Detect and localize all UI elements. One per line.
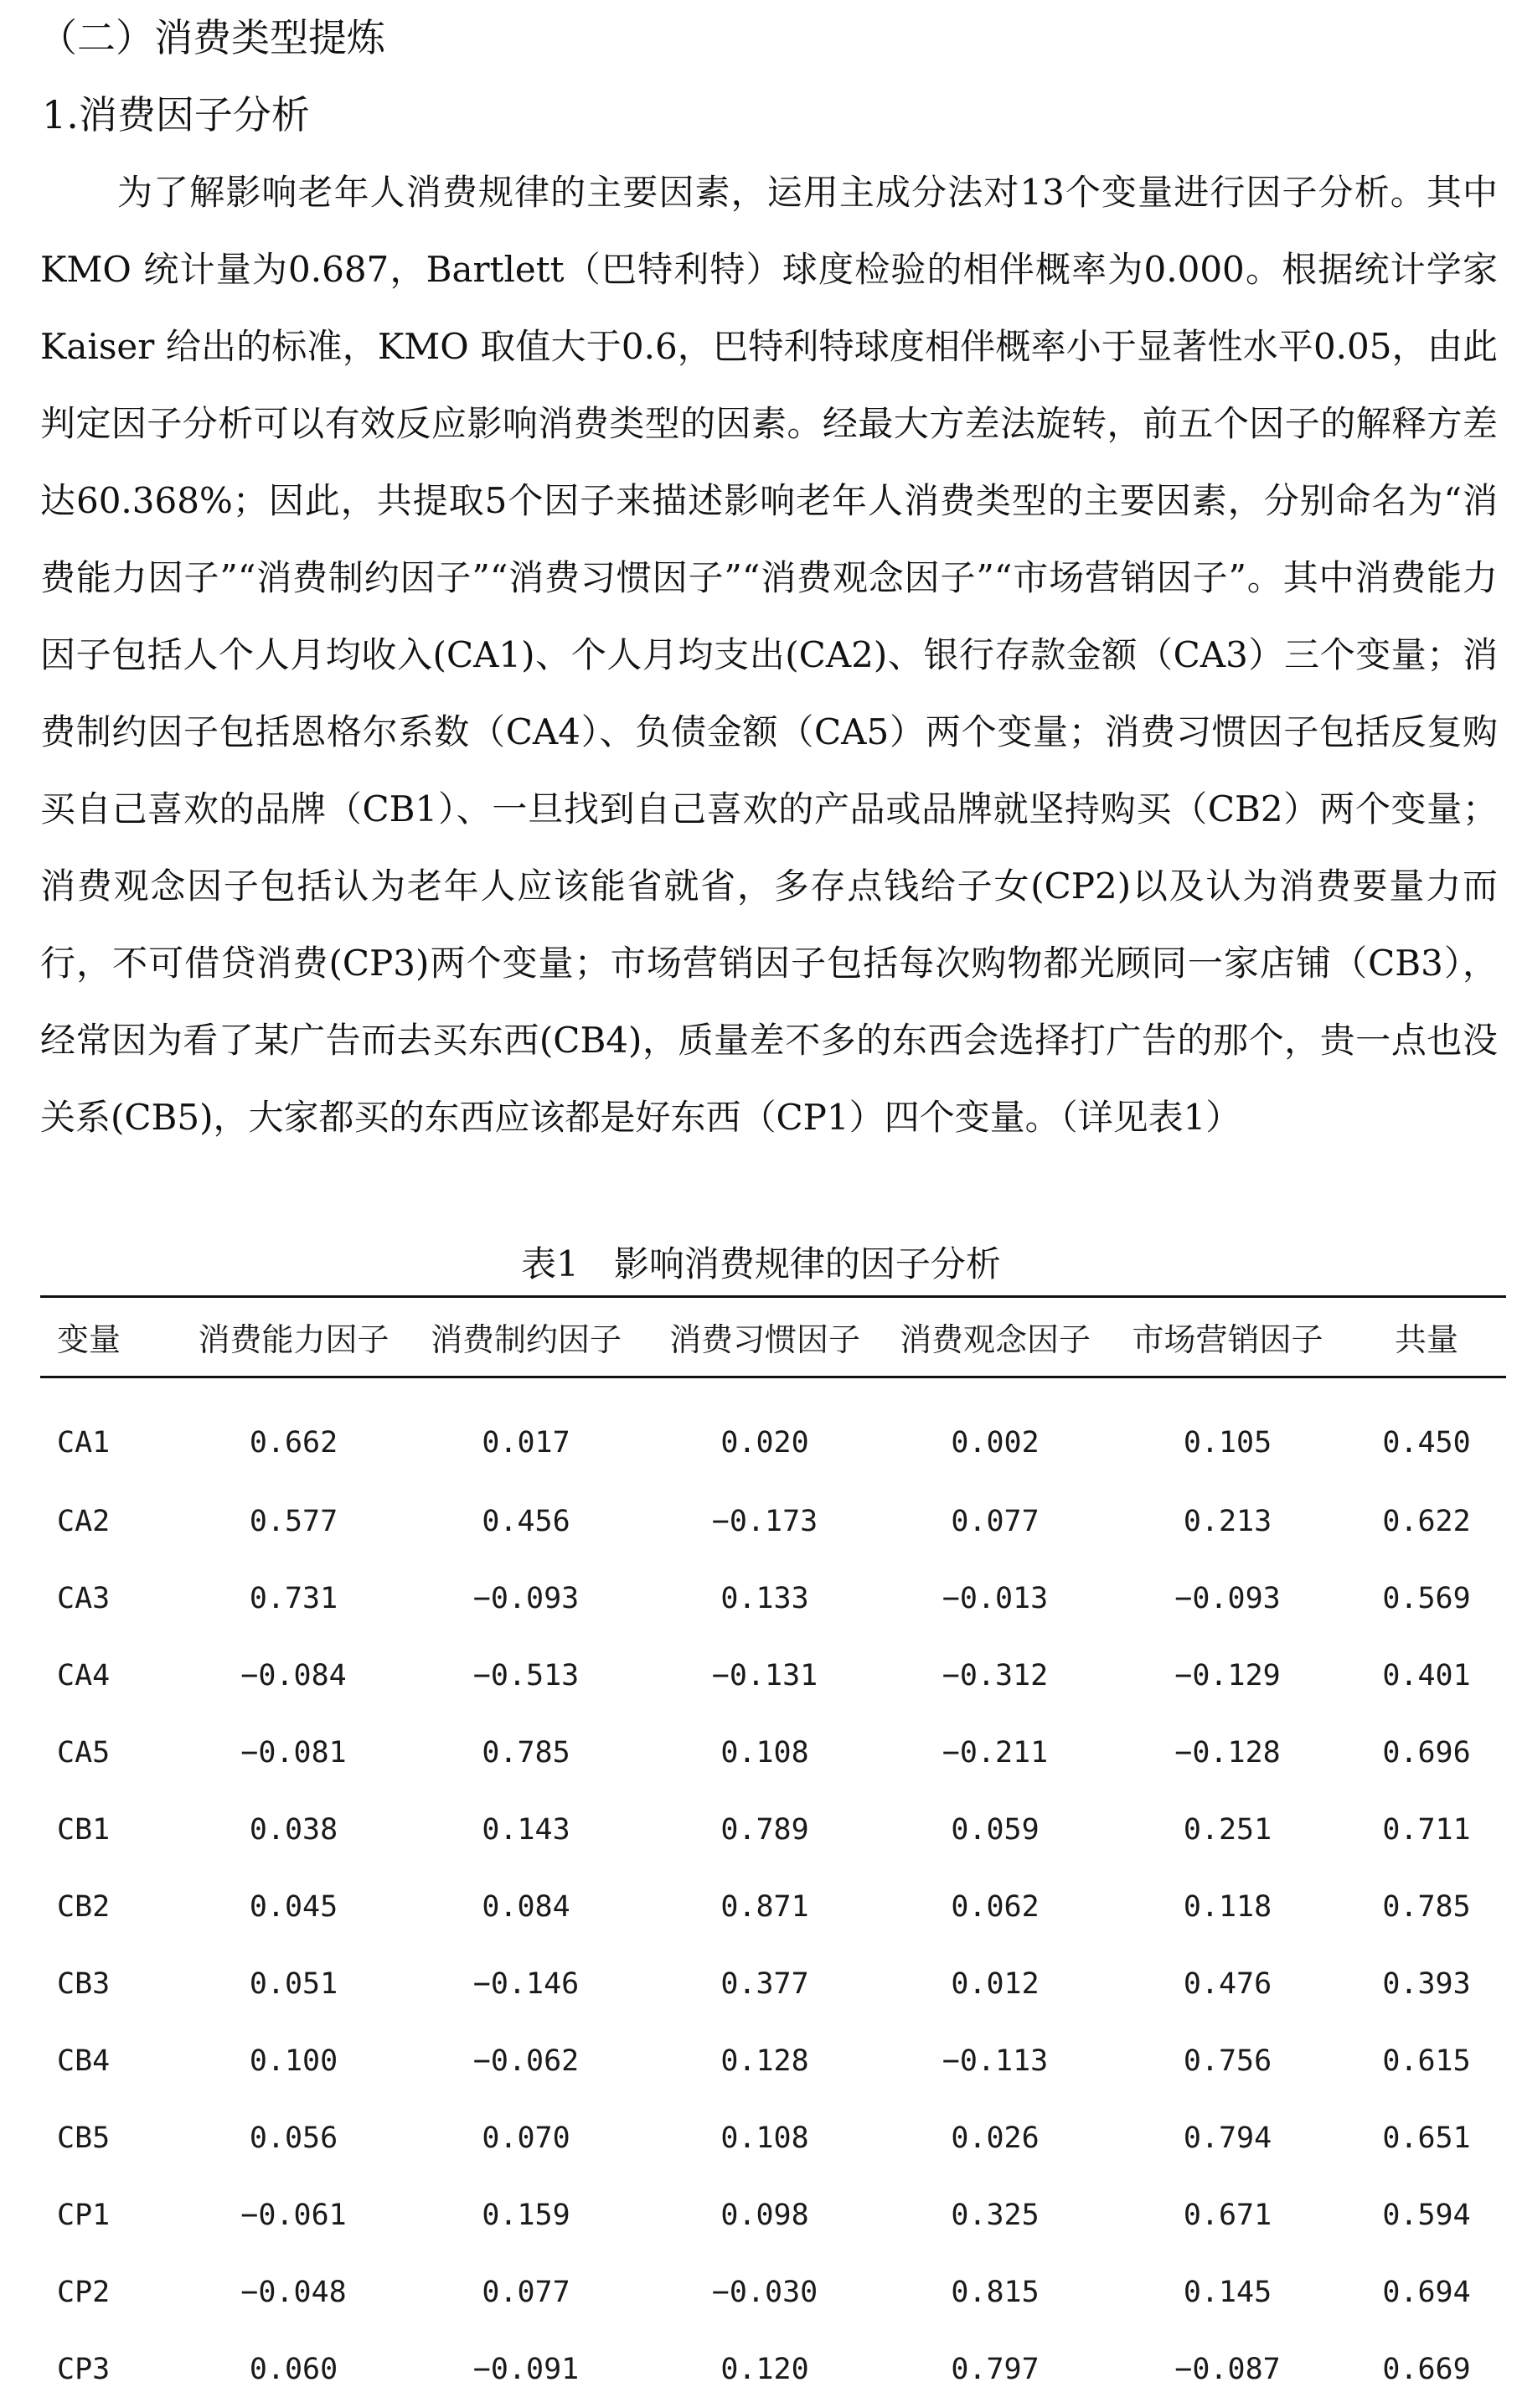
cell-factor-2: −0.513 bbox=[472, 1658, 580, 1692]
cell-factor-4: −0.113 bbox=[942, 2044, 1049, 2078]
cell-factor-2: 0.077 bbox=[482, 2275, 570, 2309]
header-factor-4: 消费观念因子 bbox=[882, 1297, 1108, 1377]
cell-factor-3: −0.131 bbox=[711, 1658, 818, 1692]
cell-factor-3: 0.377 bbox=[720, 1966, 809, 2001]
table-row bbox=[40, 1377, 1506, 1483]
cell-factor-2: −0.093 bbox=[472, 1581, 580, 1615]
cell-communality: 0.569 bbox=[1382, 1581, 1471, 1615]
header-factor-2: 消费制约因子 bbox=[405, 1297, 647, 1377]
table-row bbox=[40, 1560, 1506, 1637]
cell-factor-4: −0.013 bbox=[942, 1581, 1049, 1615]
cell-factor-5: 0.476 bbox=[1183, 1966, 1272, 2001]
cell-factor-5: 0.756 bbox=[1183, 2044, 1272, 2078]
table-row bbox=[40, 1714, 1506, 1791]
cell-communality: 0.594 bbox=[1382, 2198, 1471, 2232]
cell-factor-1: 0.060 bbox=[249, 2352, 338, 2386]
cell-communality: 0.450 bbox=[1382, 1426, 1471, 1460]
cell-communality: 0.622 bbox=[1382, 1504, 1471, 1538]
table-row bbox=[40, 1637, 1506, 1714]
cell-communality: 0.785 bbox=[1382, 1889, 1471, 1924]
cell-factor-5: 0.145 bbox=[1183, 2275, 1272, 2309]
section-heading: （二）消费类型提炼 bbox=[39, 15, 385, 60]
table-row bbox=[40, 1483, 1506, 1560]
cell-factor-3: 0.133 bbox=[720, 1581, 809, 1615]
cell-factor-2: 0.456 bbox=[482, 1504, 570, 1538]
table-row bbox=[40, 2100, 1506, 2177]
cell-factor-4: −0.312 bbox=[942, 1658, 1049, 1692]
cell-communality: 0.696 bbox=[1382, 1735, 1471, 1770]
table-caption: 表1 影响消费规律的因子分析 bbox=[521, 1243, 1001, 1284]
cell-communality: 0.401 bbox=[1382, 1658, 1471, 1692]
cell-communality: 0.615 bbox=[1382, 2044, 1471, 2078]
cell-factor-5: −0.087 bbox=[1174, 2352, 1281, 2386]
cell-factor-4: 0.012 bbox=[951, 1966, 1040, 2001]
cell-factor-5: 0.251 bbox=[1183, 1812, 1272, 1847]
cell-factor-1: 0.056 bbox=[249, 2121, 338, 2155]
cell-variable: CB4 bbox=[57, 2044, 111, 2078]
cell-factor-1: 0.662 bbox=[249, 1426, 338, 1460]
cell-variable: CP1 bbox=[57, 2198, 111, 2232]
cell-variable: CA5 bbox=[57, 1735, 111, 1770]
cell-factor-3: 0.020 bbox=[720, 1426, 809, 1460]
table-body bbox=[40, 1377, 1506, 2408]
cell-communality: 0.694 bbox=[1382, 2275, 1471, 2309]
cell-factor-2: −0.062 bbox=[472, 2044, 580, 2078]
cell-factor-5: −0.129 bbox=[1174, 1658, 1281, 1692]
cell-factor-5: −0.128 bbox=[1174, 1735, 1281, 1770]
table-row bbox=[40, 2023, 1506, 2100]
header-factor-5: 市场营销因子 bbox=[1108, 1297, 1347, 1377]
cell-factor-1: −0.081 bbox=[240, 1735, 347, 1770]
cell-factor-1: 0.731 bbox=[249, 1581, 338, 1615]
cell-factor-3: 0.871 bbox=[720, 1889, 809, 1924]
table-header-row bbox=[40, 1297, 1506, 1377]
cell-variable: CB5 bbox=[57, 2121, 111, 2155]
cell-factor-3: −0.030 bbox=[711, 2275, 818, 2309]
cell-factor-2: 0.159 bbox=[482, 2198, 570, 2232]
cell-communality: 0.669 bbox=[1382, 2352, 1471, 2386]
subsection-heading: 1.消费因子分析 bbox=[42, 92, 310, 137]
cell-factor-4: 0.062 bbox=[951, 1889, 1040, 1924]
cell-factor-5: −0.093 bbox=[1174, 1581, 1281, 1615]
table-row bbox=[40, 2254, 1506, 2331]
table-row bbox=[40, 2331, 1506, 2408]
cell-variable: CA3 bbox=[57, 1581, 111, 1615]
header-factor-3: 消费习惯因子 bbox=[647, 1297, 882, 1377]
table-row bbox=[40, 2177, 1506, 2254]
table-row bbox=[40, 1868, 1506, 1946]
cell-variable: CP3 bbox=[57, 2352, 111, 2386]
cell-factor-5: 0.213 bbox=[1183, 1504, 1272, 1538]
cell-factor-4: 0.026 bbox=[951, 2121, 1040, 2155]
cell-factor-1: −0.084 bbox=[240, 1658, 347, 1692]
cell-factor-1: 0.038 bbox=[249, 1812, 338, 1847]
cell-factor-4: 0.077 bbox=[951, 1504, 1040, 1538]
cell-factor-3: 0.108 bbox=[720, 2121, 809, 2155]
cell-factor-5: 0.105 bbox=[1183, 1426, 1272, 1460]
cell-factor-3: 0.108 bbox=[720, 1735, 809, 1770]
cell-factor-2: 0.017 bbox=[482, 1426, 570, 1460]
cell-factor-1: 0.577 bbox=[249, 1504, 338, 1538]
header-communality: 共量 bbox=[1347, 1297, 1506, 1377]
cell-factor-2: 0.070 bbox=[482, 2121, 570, 2155]
cell-factor-5: 0.794 bbox=[1183, 2121, 1272, 2155]
table-row bbox=[40, 1791, 1506, 1868]
header-variable: 变量 bbox=[40, 1297, 183, 1377]
cell-factor-3: 0.120 bbox=[720, 2352, 809, 2386]
cell-factor-2: −0.146 bbox=[472, 1966, 580, 2001]
cell-factor-2: 0.785 bbox=[482, 1735, 570, 1770]
factor-analysis-table bbox=[40, 1295, 1506, 2408]
cell-communality: 0.651 bbox=[1382, 2121, 1471, 2155]
cell-variable: CA4 bbox=[57, 1658, 111, 1692]
cell-variable: CA1 bbox=[57, 1426, 111, 1460]
cell-variable: CB2 bbox=[57, 1889, 111, 1924]
cell-factor-1: 0.100 bbox=[249, 2044, 338, 2078]
cell-factor-3: −0.173 bbox=[711, 1504, 818, 1538]
cell-factor-4: 0.815 bbox=[951, 2275, 1040, 2309]
cell-factor-3: 0.789 bbox=[720, 1812, 809, 1847]
body-paragraph: 为了解影响老年人消费规律的主要因素，运用主成分法对13个变量进行因子分析。其中 KMO 统计量为0.687，Bartlett（巴特利特）球度检验的相伴概率为0.000。根据统计学家 Kaiser 给出的标准，KMO 取值大于0.6，巴特利特球度相伴概率小于显著性水平0.05，由此判定因子分析可以有效反应影响消费类型的因素。经最大方差法旋转，前五个因子的解释方差达60.368%；因此，共提取5个因子来描述影响老年人消费类型的主要因素，分别命名为“消费能力因子”“消费制约因子”“消费习惯因子”“消费观念因子”“市场营销因子”。其中消费能力因子包括人个人月均收入(CA1)、个人月均支出(CA2)、银行存款金额（CA3）三个变量；消费制约因子包括恩格尔系数（CA4）、负债金额（CA5）两个变量；消费习惯因子包括反复购买自己喜欢的品牌（CB1）、一旦找到自己喜欢的产品或品牌就坚持购买（CB2）两个变量；消费观念因子包括认为老年人应该能省就省，多存点钱给子女(CP2)以及认为消费要量力而行，不可借贷消费(CP3)两个变量；市场营销因子包括每次购物都光顾同一家店铺（CB3），经常因为看了某广告而去买东西(CB4)，质量差不多的东西会选择打广告的那个，贵一点也没关系(CB5)，大家都买的东西应该都是好东西（CP1）四个变量。（详见表1） bbox=[40, 172, 1498, 1138]
cell-variable: CA2 bbox=[57, 1504, 111, 1538]
cell-factor-4: 0.059 bbox=[951, 1812, 1040, 1847]
cell-factor-3: 0.098 bbox=[720, 2198, 809, 2232]
cell-factor-4: 0.325 bbox=[951, 2198, 1040, 2232]
header-factor-1: 消费能力因子 bbox=[183, 1297, 405, 1377]
cell-variable: CB3 bbox=[57, 1966, 111, 2001]
cell-factor-3: 0.128 bbox=[720, 2044, 809, 2078]
cell-communality: 0.711 bbox=[1382, 1812, 1471, 1847]
cell-factor-2: 0.084 bbox=[482, 1889, 570, 1924]
cell-factor-1: −0.061 bbox=[240, 2198, 347, 2232]
table-row bbox=[40, 1946, 1506, 2023]
cell-factor-1: −0.048 bbox=[240, 2275, 347, 2309]
cell-variable: CP2 bbox=[57, 2275, 111, 2309]
cell-variable: CB1 bbox=[57, 1812, 111, 1847]
cell-communality: 0.393 bbox=[1382, 1966, 1471, 2001]
cell-factor-1: 0.045 bbox=[249, 1889, 338, 1924]
cell-factor-5: 0.671 bbox=[1183, 2198, 1272, 2232]
cell-factor-5: 0.118 bbox=[1183, 1889, 1272, 1924]
cell-factor-2: 0.143 bbox=[482, 1812, 570, 1847]
cell-factor-4: 0.002 bbox=[951, 1426, 1040, 1460]
cell-factor-4: −0.211 bbox=[942, 1735, 1049, 1770]
cell-factor-2: −0.091 bbox=[472, 2352, 580, 2386]
cell-factor-4: 0.797 bbox=[951, 2352, 1040, 2386]
cell-factor-1: 0.051 bbox=[249, 1966, 338, 2001]
